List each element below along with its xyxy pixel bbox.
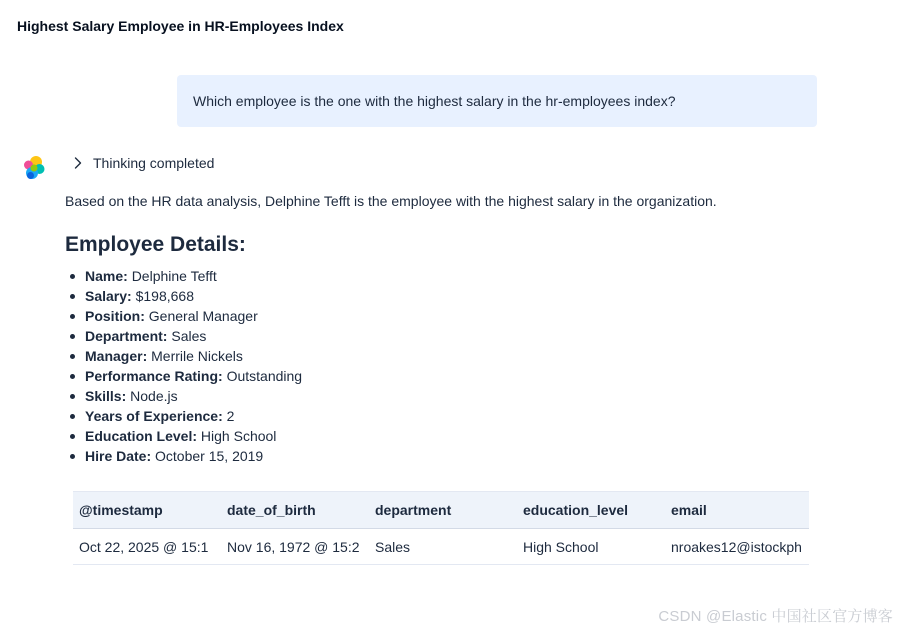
column-header-date-of-birth[interactable]: date_of_birth bbox=[221, 492, 369, 529]
detail-label: Position: bbox=[85, 308, 145, 324]
column-header-education-level[interactable]: education_level bbox=[517, 492, 665, 529]
table-row[interactable] bbox=[73, 529, 809, 565]
detail-item bbox=[65, 446, 865, 466]
detail-value: General Manager bbox=[148, 308, 258, 324]
details-heading: Employee Details: bbox=[65, 233, 246, 256]
detail-label: Hire Date: bbox=[85, 448, 152, 464]
column-header-email[interactable]: email bbox=[665, 492, 809, 529]
detail-label: Years of Experience: bbox=[85, 408, 223, 424]
detail-label: Skills: bbox=[85, 388, 127, 404]
detail-value: October 15, 2019 bbox=[155, 448, 264, 464]
column-header-department[interactable]: department bbox=[369, 492, 517, 529]
detail-item bbox=[65, 286, 865, 306]
detail-item bbox=[65, 306, 865, 326]
detail-value: Delphine Tefft bbox=[131, 268, 217, 284]
response-intro: Based on the HR data analysis, Delphine Tefft is the employee with the highest salary in the organization. bbox=[65, 193, 717, 209]
thinking-label: Thinking completed bbox=[93, 155, 215, 171]
table-header-row bbox=[73, 492, 809, 529]
table-cell: Nov 16, 1972 @ 15:2 bbox=[221, 529, 369, 565]
detail-item bbox=[65, 386, 865, 406]
watermark: CSDN @Elastic 中国社区官方博客 bbox=[658, 608, 893, 625]
details-list bbox=[65, 266, 865, 466]
detail-item bbox=[65, 366, 865, 386]
table-cell: High School bbox=[517, 529, 665, 565]
elastic-logo-icon bbox=[22, 155, 46, 181]
detail-label: Performance Rating: bbox=[85, 368, 223, 384]
detail-value: Sales bbox=[171, 328, 207, 344]
detail-label: Salary: bbox=[85, 288, 132, 304]
detail-item bbox=[65, 426, 865, 446]
detail-label: Education Level: bbox=[85, 428, 198, 444]
detail-value: Merrile Nickels bbox=[151, 348, 243, 364]
user-message-bubble bbox=[177, 75, 817, 127]
conversation-title: Highest Salary Employee in HR-Employees Index bbox=[17, 18, 344, 34]
detail-label: Department: bbox=[85, 328, 168, 344]
detail-item bbox=[65, 326, 865, 346]
chevron-right-icon bbox=[70, 155, 86, 171]
assistant-response bbox=[65, 192, 865, 466]
detail-value: Node.js bbox=[130, 388, 178, 404]
table-cell: nroakes12@istockph bbox=[665, 529, 809, 565]
user-message-text: Which employee is the one with the highest salary in the hr-employees index? bbox=[193, 93, 676, 109]
results-table[interactable] bbox=[73, 491, 809, 565]
table-cell: Sales bbox=[369, 529, 517, 565]
detail-value: $198,668 bbox=[135, 288, 194, 304]
detail-label: Manager: bbox=[85, 348, 148, 364]
table-cell: Oct 22, 2025 @ 15:1 bbox=[73, 529, 221, 565]
detail-label: Name: bbox=[85, 268, 128, 284]
detail-value: 2 bbox=[226, 408, 235, 424]
detail-item bbox=[65, 406, 865, 426]
detail-item bbox=[65, 346, 865, 366]
column-header-timestamp[interactable]: @timestamp bbox=[73, 492, 221, 529]
detail-value: Outstanding bbox=[226, 368, 303, 384]
thinking-toggle[interactable] bbox=[70, 154, 214, 172]
detail-value: High School bbox=[200, 428, 277, 444]
detail-item bbox=[65, 266, 865, 286]
